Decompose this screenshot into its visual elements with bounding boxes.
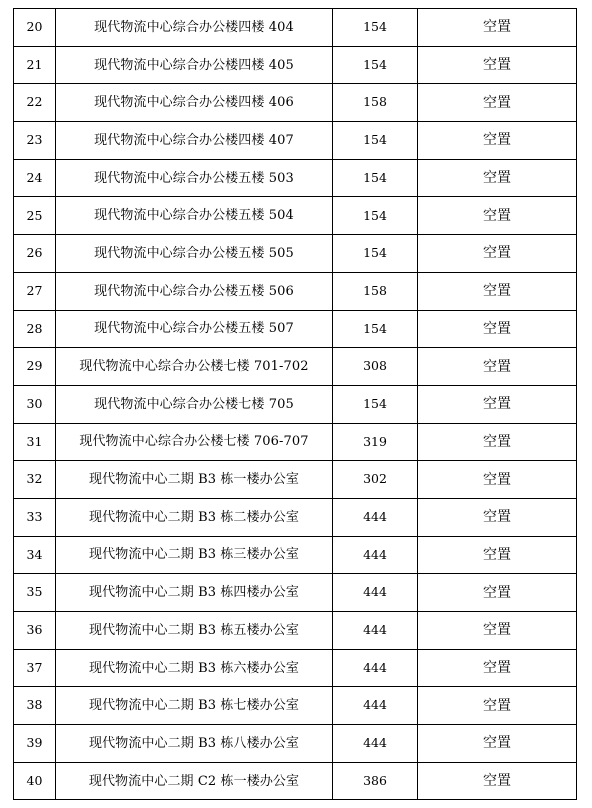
property-status: 空置	[418, 310, 577, 348]
property-status: 空置	[418, 461, 577, 499]
table-row	[14, 423, 577, 461]
property-status: 空置	[418, 649, 577, 687]
property-name: 现代物流中心综合办公楼五楼 505	[56, 235, 333, 273]
property-area: 154	[333, 122, 418, 160]
table-row	[14, 574, 577, 612]
property-area: 444	[333, 612, 418, 650]
property-name: 现代物流中心综合办公楼五楼 507	[56, 310, 333, 348]
property-name: 现代物流中心二期 B3 栋八楼办公室	[56, 725, 333, 763]
table-row	[14, 762, 577, 800]
row-number: 26	[14, 235, 56, 273]
property-name: 现代物流中心综合办公楼四楼 404	[56, 9, 333, 47]
property-status: 空置	[418, 272, 577, 310]
property-name: 现代物流中心二期 B3 栋二楼办公室	[56, 498, 333, 536]
property-area: 308	[333, 348, 418, 386]
property-name: 现代物流中心二期 B3 栋三楼办公室	[56, 536, 333, 574]
property-status: 空置	[418, 385, 577, 423]
row-number: 37	[14, 649, 56, 687]
property-status: 空置	[418, 159, 577, 197]
property-name: 现代物流中心二期 B3 栋五楼办公室	[56, 612, 333, 650]
property-name: 现代物流中心综合办公楼四楼 405	[56, 46, 333, 84]
property-area: 154	[333, 46, 418, 84]
row-number: 35	[14, 574, 56, 612]
row-number: 33	[14, 498, 56, 536]
property-status: 空置	[418, 423, 577, 461]
property-name: 现代物流中心综合办公楼四楼 407	[56, 122, 333, 160]
row-number: 20	[14, 9, 56, 47]
table-row	[14, 612, 577, 650]
table-row	[14, 649, 577, 687]
table-row	[14, 687, 577, 725]
property-area: 444	[333, 687, 418, 725]
property-status: 空置	[418, 84, 577, 122]
row-number: 22	[14, 84, 56, 122]
table-row	[14, 385, 577, 423]
property-area: 154	[333, 197, 418, 235]
property-status: 空置	[418, 122, 577, 160]
property-area: 444	[333, 725, 418, 763]
property-area: 158	[333, 84, 418, 122]
row-number: 36	[14, 612, 56, 650]
table-row	[14, 46, 577, 84]
property-name: 现代物流中心综合办公楼五楼 503	[56, 159, 333, 197]
property-status: 空置	[418, 9, 577, 47]
property-name: 现代物流中心二期 B3 栋六楼办公室	[56, 649, 333, 687]
row-number: 25	[14, 197, 56, 235]
property-area: 154	[333, 310, 418, 348]
table-row	[14, 197, 577, 235]
property-name: 现代物流中心二期 B3 栋一楼办公室	[56, 461, 333, 499]
property-table-container	[13, 8, 576, 800]
row-number: 28	[14, 310, 56, 348]
property-name: 现代物流中心综合办公楼五楼 504	[56, 197, 333, 235]
table-row	[14, 122, 577, 160]
property-area: 386	[333, 762, 418, 800]
row-number: 24	[14, 159, 56, 197]
property-name: 现代物流中心综合办公楼七楼 705	[56, 385, 333, 423]
property-name: 现代物流中心综合办公楼五楼 506	[56, 272, 333, 310]
table-row	[14, 84, 577, 122]
property-area: 444	[333, 536, 418, 574]
property-status: 空置	[418, 574, 577, 612]
table-row	[14, 725, 577, 763]
property-area: 444	[333, 574, 418, 612]
table-row	[14, 235, 577, 273]
table-row	[14, 498, 577, 536]
row-number: 27	[14, 272, 56, 310]
property-area: 154	[333, 9, 418, 47]
property-status: 空置	[418, 46, 577, 84]
table-row	[14, 348, 577, 386]
property-status: 空置	[418, 498, 577, 536]
table-row	[14, 159, 577, 197]
property-area: 302	[333, 461, 418, 499]
property-status: 空置	[418, 536, 577, 574]
property-area: 158	[333, 272, 418, 310]
row-number: 40	[14, 762, 56, 800]
property-area: 154	[333, 385, 418, 423]
property-status: 空置	[418, 687, 577, 725]
property-status: 空置	[418, 725, 577, 763]
property-status: 空置	[418, 235, 577, 273]
row-number: 34	[14, 536, 56, 574]
property-area: 444	[333, 498, 418, 536]
row-number: 31	[14, 423, 56, 461]
property-area: 444	[333, 649, 418, 687]
row-number: 38	[14, 687, 56, 725]
property-area: 154	[333, 159, 418, 197]
property-table-body	[14, 9, 577, 800]
property-area: 319	[333, 423, 418, 461]
property-table	[13, 8, 577, 800]
table-row	[14, 461, 577, 499]
property-name: 现代物流中心综合办公楼七楼 706-707	[56, 423, 333, 461]
row-number: 21	[14, 46, 56, 84]
table-row	[14, 310, 577, 348]
table-row	[14, 9, 577, 47]
row-number: 23	[14, 122, 56, 160]
property-status: 空置	[418, 612, 577, 650]
row-number: 29	[14, 348, 56, 386]
row-number: 39	[14, 725, 56, 763]
table-row	[14, 536, 577, 574]
property-name: 现代物流中心二期 C2 栋一楼办公室	[56, 762, 333, 800]
property-status: 空置	[418, 197, 577, 235]
row-number: 30	[14, 385, 56, 423]
property-name: 现代物流中心综合办公楼七楼 701-702	[56, 348, 333, 386]
property-name: 现代物流中心综合办公楼四楼 406	[56, 84, 333, 122]
property-area: 154	[333, 235, 418, 273]
property-name: 现代物流中心二期 B3 栋四楼办公室	[56, 574, 333, 612]
property-name: 现代物流中心二期 B3 栋七楼办公室	[56, 687, 333, 725]
property-status: 空置	[418, 762, 577, 800]
table-row	[14, 272, 577, 310]
row-number: 32	[14, 461, 56, 499]
property-status: 空置	[418, 348, 577, 386]
